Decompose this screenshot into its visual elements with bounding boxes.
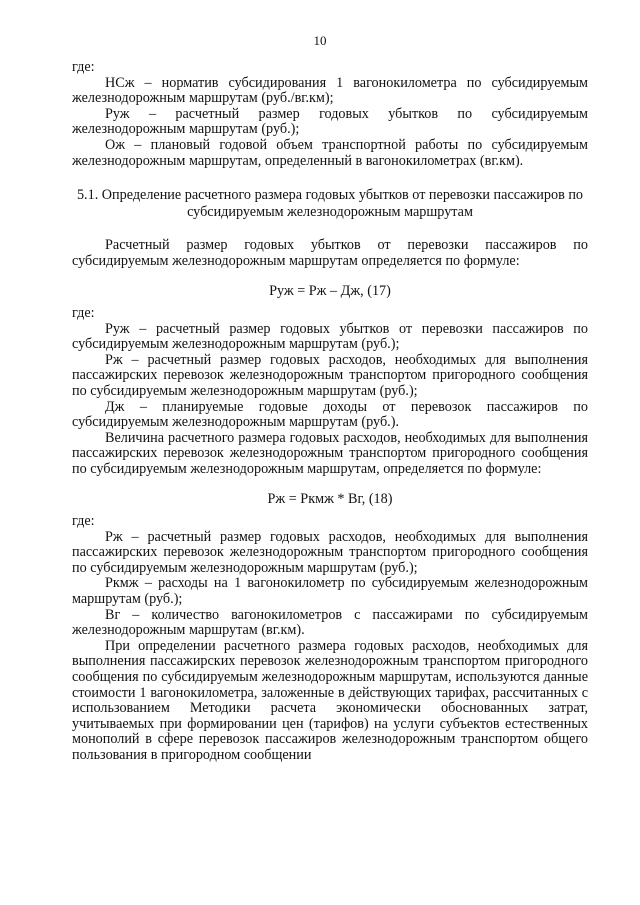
document-body bbox=[72, 60, 588, 764]
definition-ruzh: Руж – расчетный размер годовых убытков по субсидируемым железнодорожным маршрутам (руб.); bbox=[72, 105, 588, 138]
definition-rkmzh-18: Ркмж – расходы на 1 вагонокилометр по субсидируемым железнодорожным маршрутам (руб.); bbox=[72, 575, 588, 608]
intro-formula-17: Расчетный размер годовых убытков от перевозки пассажиров по субсидируемым железнодорожным маршрутам определяется по формуле: bbox=[72, 237, 588, 269]
definition-rzh-18: Рж – расчетный размер годовых расходов, необходимых для выполнения пассажирских перевозок железнодорожным транспортом пригородного сообщения по субсидируемым железнодорожным маршрутам (руб.); bbox=[72, 528, 588, 576]
definition-vg-18: Вг – количество вагонокилометров с пассажирами по субсидируемым железнодорожным маршрутам (вг.км). bbox=[72, 606, 588, 639]
definition-dzh-17: Дж – планируемые годовые доходы от перевозок пассажиров по субсидируемым железнодорожным маршрутам (руб.). bbox=[72, 398, 588, 431]
formula-17: Руж = Рж – Дж, (17) bbox=[269, 283, 391, 300]
intro-formula-18: Величина расчетного размера годовых расходов, необходимых для выполнения пассажирских перевозок железнодорожным транспортом пригородного сообщения по субсидируемым железнодорожным маршрутам, определяется по формуле: bbox=[72, 429, 588, 477]
definition-rzh-17: Рж – расчетный размер годовых расходов, необходимых для выполнения пассажирских перевозок железнодорожным транспортом пригородного сообщения по субсидируемым железнодорожным маршрутам (руб.); bbox=[72, 351, 588, 399]
where-label: где: bbox=[72, 304, 95, 321]
where-label: где: bbox=[72, 59, 95, 75]
where-label: где: bbox=[72, 513, 95, 530]
page-number: 10 bbox=[313, 33, 327, 48]
definition-nszh: НСж – норматив субсидирования 1 вагонокилометра по субсидируемым железнодорожным маршрутам (руб./вг.км); bbox=[72, 74, 588, 107]
definition-ruzh-17: Руж – расчетный размер годовых убытков от перевозки пассажиров по субсидируемым железнодорожным маршрутам (руб.); bbox=[72, 320, 588, 353]
section-heading: 5.1. Определение расчетного размера годовых убытков от перевозки пассажиров по субсидируемым железнодорожным маршрутам bbox=[76, 187, 584, 221]
final-paragraph: При определении расчетного размера годовых расходов, необходимых для выполнения пассажирских перевозок железнодорожным транспортом пригородного сообщения по субсидируемым железнодорожным маршрутам, используются данные стоимости 1 вагонокилометра, заложенные в действующих тарифах, рассчитанных с использованием Методики расчета экономически обоснованных затрат, учитываемых при формировании цен (тарифов) на услуги субъектов естественных монополий в сфере перевозок пассажиров железнодорожным транспортом общего пользования в пригородном сообщении bbox=[72, 637, 588, 763]
formula-18: Рж = Ркмж * Вг, (18) bbox=[267, 491, 393, 508]
definition-ozh: Ож – плановый годовой объем транспортной работы по субсидируемым железнодорожным маршрутам, определенный в вагонокилометрах (вг.км). bbox=[72, 136, 588, 169]
